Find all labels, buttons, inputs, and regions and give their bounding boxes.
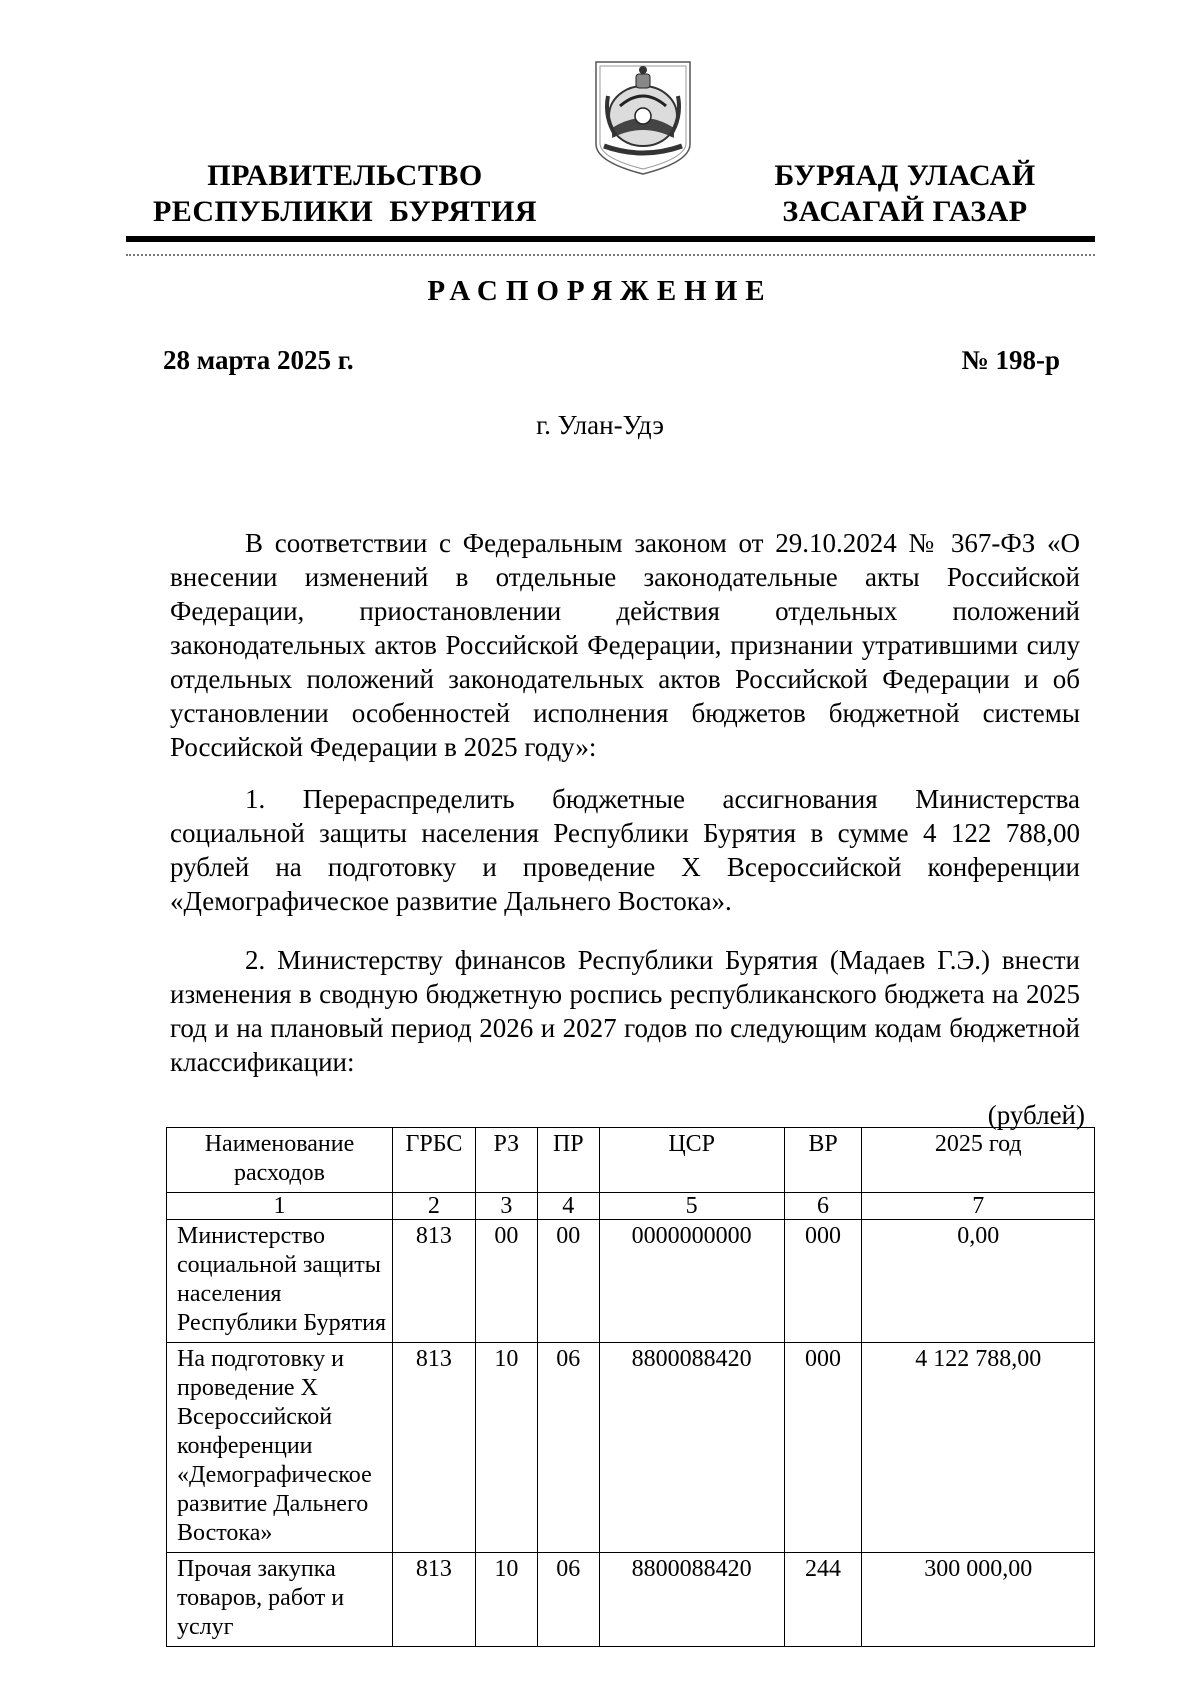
row-name: На подготовку и проведение X Всероссийской конференции «Демографическое развитие Дальнего Востока» xyxy=(167,1343,393,1553)
row-pr: 06 xyxy=(537,1553,599,1647)
row-pr: 06 xyxy=(537,1343,599,1553)
preamble-paragraph: В соответствии с Федеральным законом от 29.10.2024 № 367-ФЗ «О внесении изменений в отдельные законодательные акты Российской Федерации, приостановлении действия отдельных положений законодательных актов Российской Федерации, признании утратившими силу отдельных положений законодательных актов Российской Федерации и об установлении особенностей исполнения бюджетов бюджетной системы Российской Федерации в 2025 году»: xyxy=(170,528,1080,762)
header-right-line2: ЗАСАГАЙ ГАЗАР xyxy=(782,195,1028,228)
clause-1-paragraph: 1. Перераспределить бюджетные ассигнования Министерства социальной защиты населения Республики Бурятия в сумме 4 122 788,00 рублей на подготовку и проведение X Всероссийской конференции «Демографическое развитие Дальнего Востока». xyxy=(170,784,1080,916)
column-number: 3 xyxy=(475,1193,537,1220)
row-grbs: 813 xyxy=(392,1220,475,1343)
column-number: 6 xyxy=(784,1193,862,1220)
row-vr: 000 xyxy=(784,1220,862,1343)
column-number: 7 xyxy=(862,1193,1095,1220)
row-csr: 8800088420 xyxy=(599,1343,784,1553)
header-left-line1: ПРАВИТЕЛЬСТВО xyxy=(207,159,483,192)
row-grbs: 813 xyxy=(392,1343,475,1553)
header-divider-dotted xyxy=(126,254,1095,256)
column-number: 4 xyxy=(537,1193,599,1220)
row-rz: 00 xyxy=(475,1220,537,1343)
header-vr: ВР xyxy=(784,1128,862,1193)
document-number: № 198-р xyxy=(961,345,1060,375)
table-column-numbers-row xyxy=(167,1193,1095,1220)
header-name: Наименование расходов xyxy=(167,1128,393,1193)
header-left-line2: РЕСПУБЛИКИ БУРЯТИЯ xyxy=(152,195,538,228)
column-number: 1 xyxy=(167,1193,393,1220)
document-city: г. Улан-Удэ xyxy=(536,410,664,440)
row-vr: 000 xyxy=(784,1343,862,1553)
row-csr: 0000000000 xyxy=(599,1220,784,1343)
header-grbs: ГРБС xyxy=(392,1128,475,1193)
header-amount: 2025 год xyxy=(862,1128,1095,1193)
row-name: Министерство социальной защиты населения Республики Бурятия xyxy=(167,1220,393,1343)
table-row xyxy=(167,1553,1095,1647)
header-right-line1: БУРЯАД УЛАСАЙ xyxy=(774,159,1036,192)
header-right xyxy=(750,158,1060,230)
row-pr: 00 xyxy=(537,1220,599,1343)
row-vr: 244 xyxy=(784,1553,862,1647)
row-csr: 8800088420 xyxy=(599,1553,784,1647)
header-left xyxy=(150,158,540,230)
row-grbs: 813 xyxy=(392,1553,475,1647)
table-row xyxy=(167,1220,1095,1343)
header-rz: РЗ xyxy=(475,1128,537,1193)
header-pr: ПР xyxy=(537,1128,599,1193)
budget-table xyxy=(166,1127,1095,1647)
table-header-row xyxy=(167,1128,1095,1193)
row-amount: 0,00 xyxy=(862,1220,1095,1343)
coat-of-arms-icon xyxy=(590,56,696,176)
clause-2-paragraph: 2. Министерству финансов Республики Бурятия (Мадаев Г.Э.) внести изменения в сводную бюджетную роспись республиканского бюджета на 2025 год и на плановый период 2026 и 2027 годов по следующим кодам бюджетной классификации: xyxy=(170,945,1080,1077)
row-name: Прочая закупка товаров, работ и услуг xyxy=(167,1553,393,1647)
row-amount: 300 000,00 xyxy=(862,1553,1095,1647)
table-units: (рублей) xyxy=(987,1100,1085,1130)
document-date: 28 марта 2025 г. xyxy=(163,345,354,375)
header-csr: ЦСР xyxy=(599,1128,784,1193)
row-rz: 10 xyxy=(475,1343,537,1553)
row-rz: 10 xyxy=(475,1553,537,1647)
document-type-title: РАСПОРЯЖЕНИЕ xyxy=(427,275,773,307)
table-row xyxy=(167,1343,1095,1553)
column-number: 2 xyxy=(392,1193,475,1220)
row-amount: 4 122 788,00 xyxy=(862,1343,1095,1553)
header-divider xyxy=(126,236,1095,242)
column-number: 5 xyxy=(599,1193,784,1220)
